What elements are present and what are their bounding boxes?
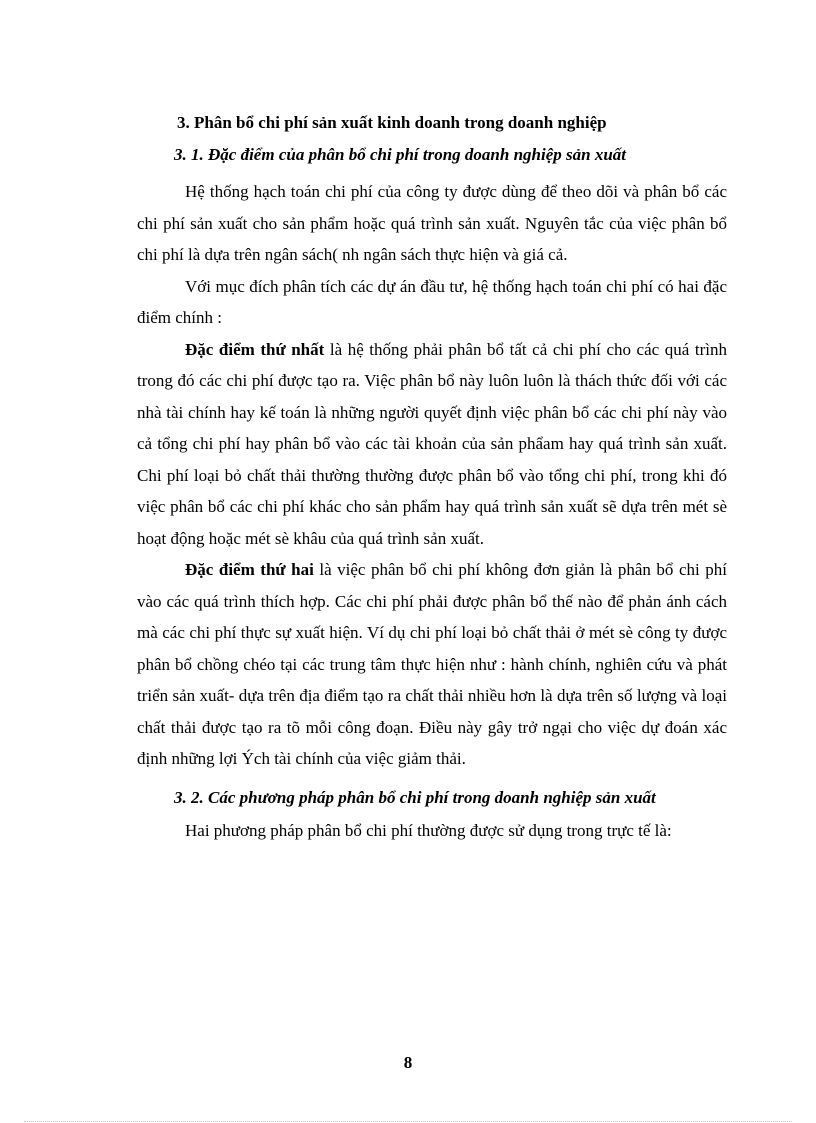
- paragraph-3-text: là hệ thống phải phân bổ tất cả chi phí cho các quá trình trong đó các chi phí được tạo ra. Việc phân bổ này luôn luôn là thách thức đối với các nhà tài chính hay kế toán là những người quyết định việc phân bổ các chi phí này vào cả tổng chi phí hay phân bổ vào các tài khoản của sản phẩam hay quá trình sản xuất. Chi phí loại bỏ chất thải thường thường được phân bổ vào tổng chi phí, trong khi đó việc phân bổ các chi phí khác cho sản phẩm hay quá trình sản xuất sẽ dựa trên mét sè hoạt động hoặc mét sè khâu của quá trình sản xuất.: [137, 339, 727, 548]
- paragraph-1: Hệ thống hạch toán chi phí của công ty được dùng để theo dõi và phân bổ các chi phí sản xuất cho sản phẩm hoặc quá trình sản xuất. Nguyên tắc của việc phân bổ chi phí là dựa trên ngân sách( nh ngân sách thực hiện và giá cả.: [137, 182, 727, 264]
- paragraph-2: Với mục đích phân tích các dự án đầu tư, hệ thống hạch toán chi phí có hai đặc điểm chính :: [137, 276, 727, 327]
- section-heading: 3. Phân bổ chi phí sản xuất kinh doanh trong doanh nghiệp: [177, 113, 607, 132]
- subsection-heading-1: 3. 1. Đặc điểm của phân bổ chi phí trong doanh nghiệp sản xuất: [174, 145, 627, 164]
- page-number: 8: [403, 1053, 413, 1072]
- document-body: [137, 108, 727, 846]
- paragraph-3-lead: Đặc điểm thứ nhất: [185, 339, 325, 359]
- paragraph-5: Hai phương pháp phân bổ chi phí thường được sử dụng trong trực tế là:: [185, 820, 672, 840]
- paragraph-4-lead: Đặc điểm thứ hai: [185, 560, 314, 579]
- paragraph-3: [137, 334, 727, 555]
- page-bottom-divider: [24, 1121, 792, 1122]
- subsection-heading-2: 3. 2. Các phương pháp phân bổ chi phí trong doanh nghiệp sản xuất: [174, 787, 656, 807]
- paragraph-4-text: là việc phân bổ chi phí không đơn giản là phân bổ chi phí vào các quá trình thích hợp. Các chi phí phải được phân bổ thế nào để phản ánh cách mà các chi phí thực sự xuất hiện. Ví dụ chi phí loại bỏ chất thải ở mét sè công ty được phân bổ chồng chéo tại các trung tâm thực hiện như : hành chính, nghiên cứu và phát triển sản xuất- dựa trên địa điểm tạo ra chất thải nhiều hơn là dựa trên số lượng và loại chất thải được tạo ra tõ mỗi công đoạn. Điều này gây trở ngại cho việc dự đoán xác định những lợi Ých tài chính của việc giảm thải.: [137, 560, 727, 768]
- paragraph-4: [137, 554, 727, 775]
